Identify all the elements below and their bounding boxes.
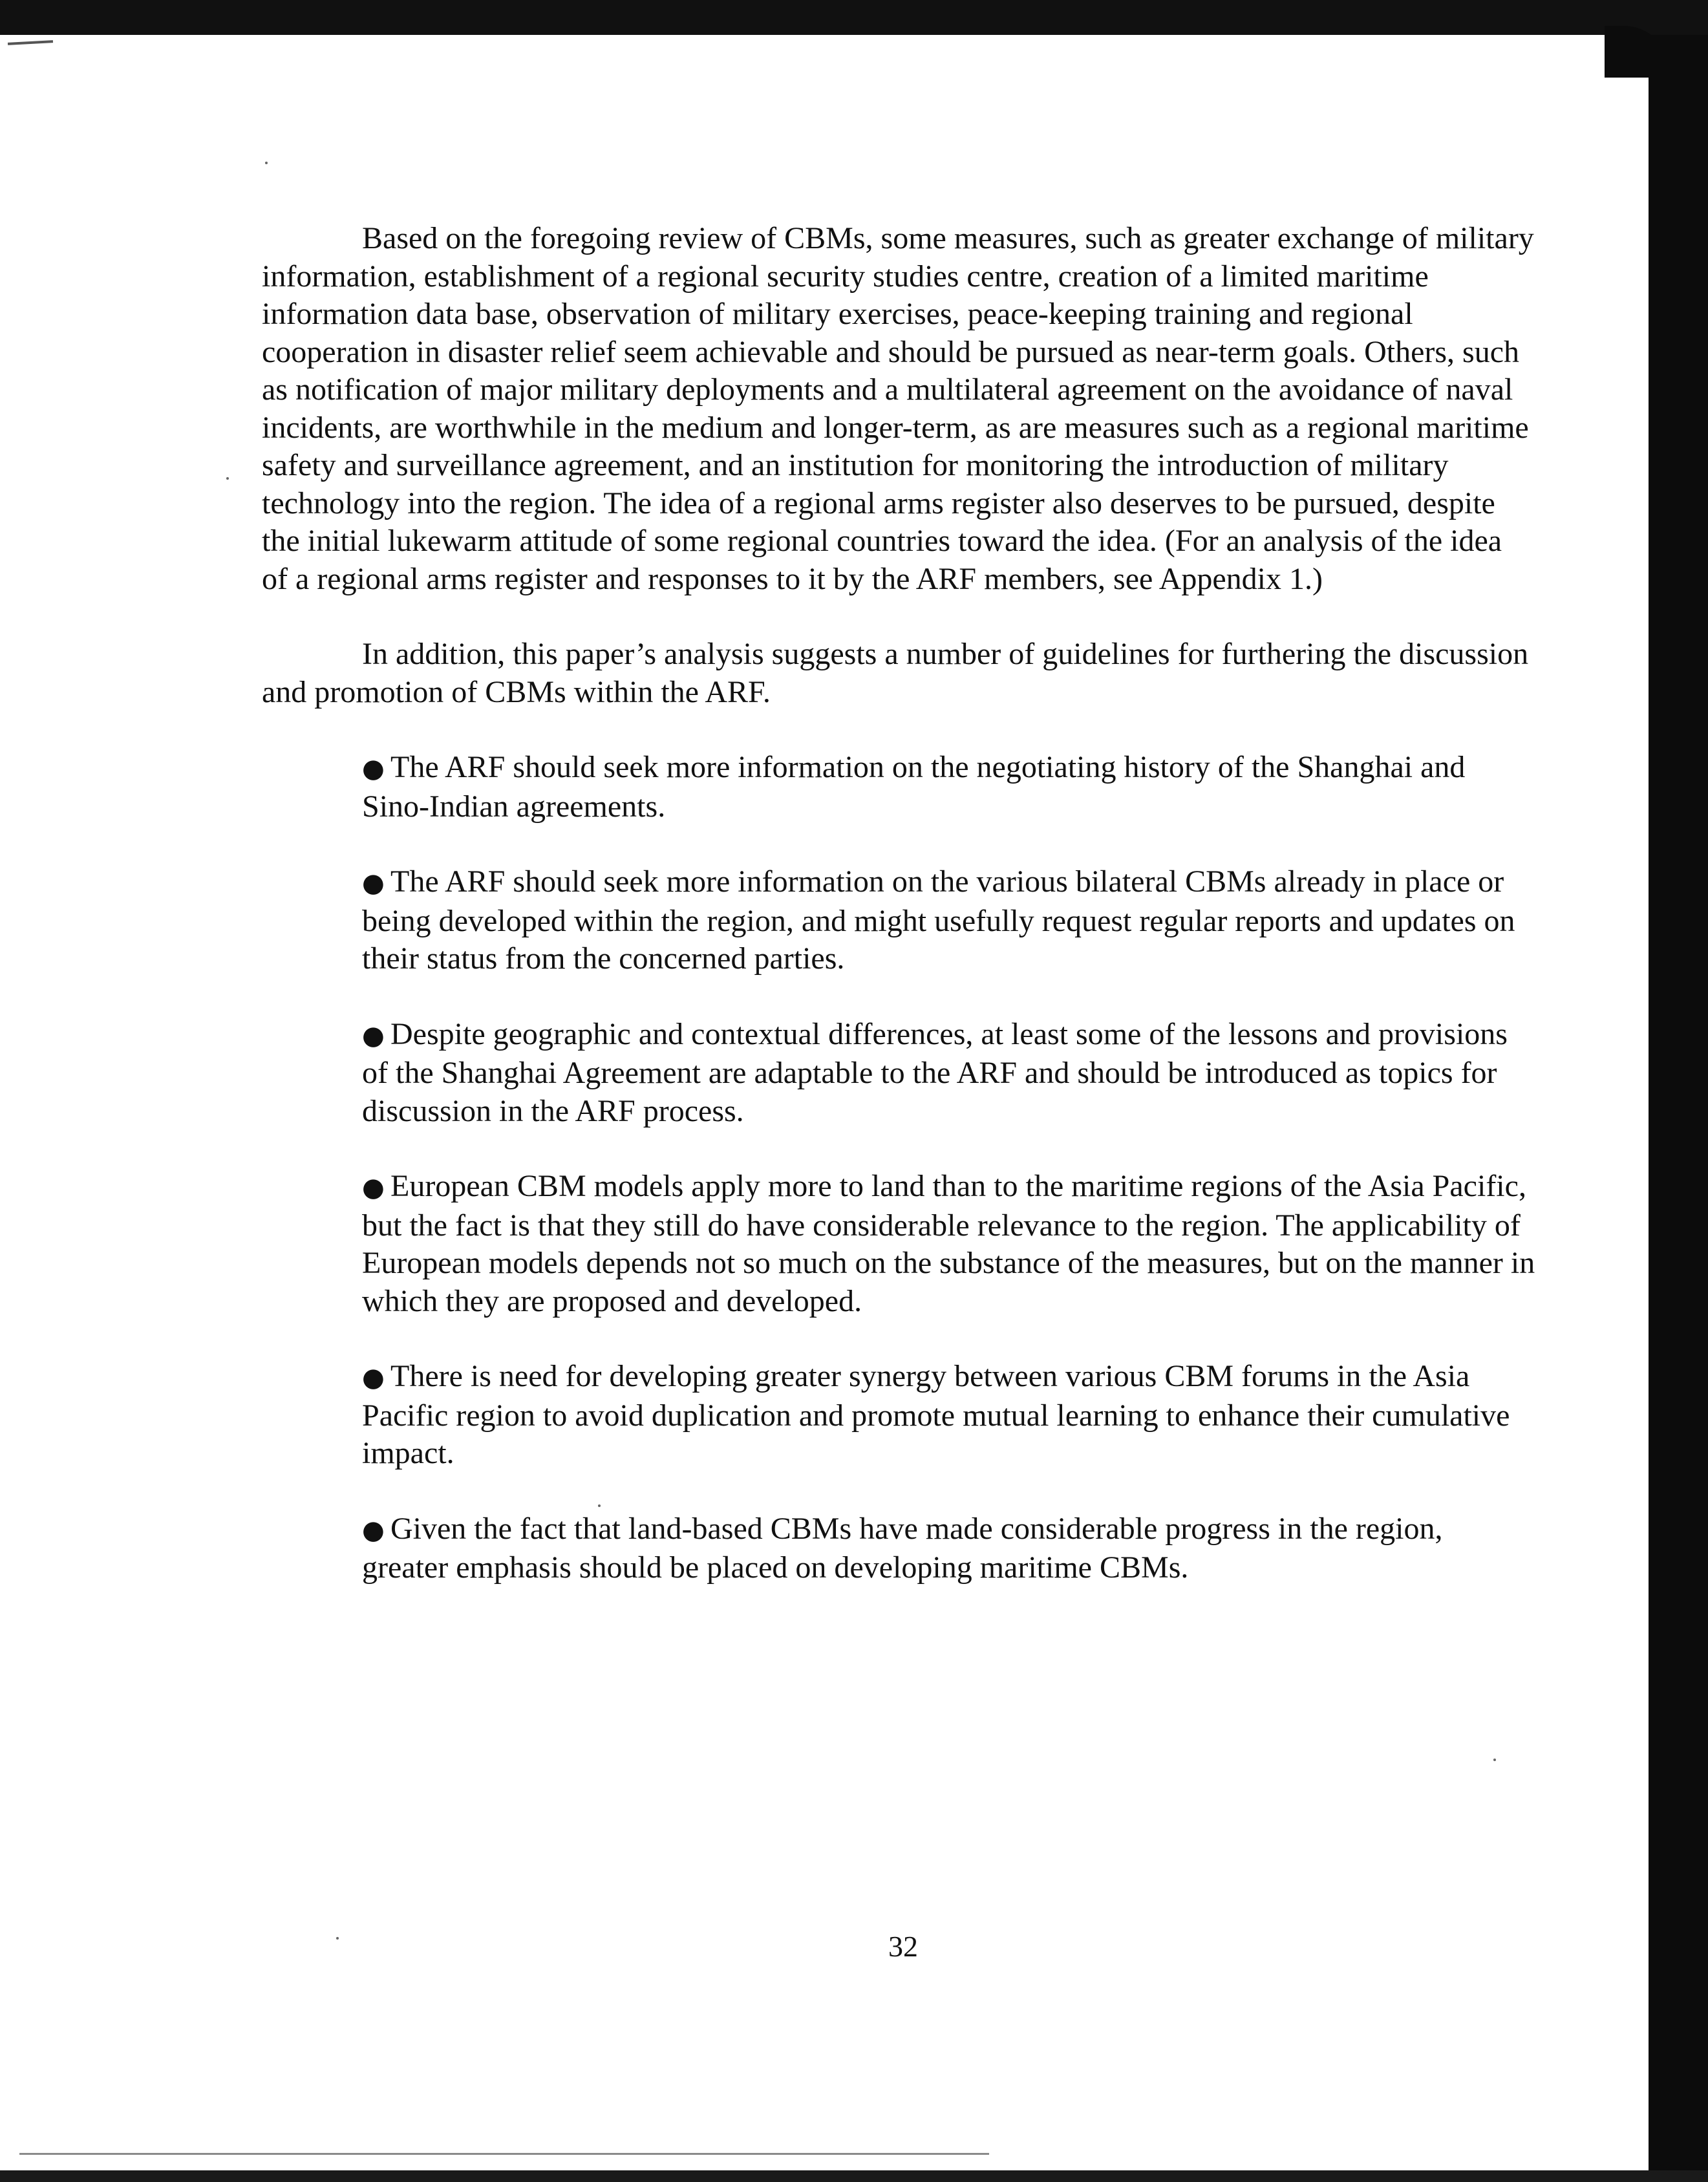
list-item <box>362 1016 1535 1131</box>
list-item-text: The ARF should seek more information on the various bilateral CBMs already in place or being developed within the region, and might usefully request regular reports and updates on their status from the concerned parties. <box>362 864 1515 976</box>
list-item-text: European CBM models apply more to land than to the maritime regions of the Asia Pacific, but the fact is that they still do have considerable relevance to the region. The applicability of European models depends not so much on the substance of the measures, but on the manner in which they are proposed and developed. <box>362 1169 1535 1318</box>
scan-bottom-edge <box>0 2170 1708 2182</box>
page-number: 32 <box>888 1930 918 1963</box>
scan-right-edge <box>1649 35 1708 2182</box>
guidelines-list <box>262 749 1535 1587</box>
document-body <box>262 220 1535 1625</box>
list-item <box>362 1168 1535 1320</box>
body-paragraph: In addition, this paper’s analysis suggests a number of guidelines for furthering the discussion and promotion of CBMs within the ARF. <box>262 637 1529 709</box>
bullet-icon: ● <box>362 754 385 784</box>
list-item <box>362 749 1535 826</box>
scan-top-edge <box>0 0 1708 35</box>
bullet-icon: ● <box>362 1173 385 1203</box>
scan-speck <box>265 162 268 164</box>
list-item <box>362 1510 1535 1587</box>
bullet-icon: ● <box>362 868 385 898</box>
list-item-text: The ARF should seek more information on the negotiating history of the Shanghai and Sino-Indian agreements. <box>362 750 1466 824</box>
list-item-text: Despite geographic and contextual differences, at least some of the lessons and provisions of the Shanghai Agreement are adaptable to the ARF and should be introduced as topics for discussion in the ARF process. <box>362 1016 1508 1128</box>
scan-left-mark <box>8 40 53 45</box>
list-item <box>362 863 1535 978</box>
list-item-text: There is need for developing greater synergy between various CBM forums in the Asia Pacific region to avoid duplication and promote mutual learning to enhance their cumulative impact. <box>362 1359 1510 1470</box>
scan-speck <box>1493 1759 1496 1761</box>
page-number-container <box>0 1929 1708 1963</box>
body-paragraph: Based on the foregoing review of CBMs, some measures, such as greater exchange of military information, establishment of a regional security studies centre, creation of a limited maritime information data base, observation of military exercises, peace-keeping training and regional cooperation in disaster relief seem achievable and should be pursued as near-term goals. Others, such as notification of major military deployments and a multilateral agreement on the avoidance of naval incidents, are worthwhile in the medium and longer-term, as are measures such as a regional maritime safety and surveillance agreement, and an institution for monitoring the introduction of military technology into the region. The idea of a regional arms register also deserves to be pursued, despite the initial lukewarm attitude of some regional countries toward the idea. (For an analysis of the idea of a regional arms register and responses to it by the ARF members, see Appendix 1.) <box>262 221 1534 596</box>
list-item <box>362 1358 1535 1473</box>
bullet-icon: ● <box>362 1515 385 1545</box>
scan-bottom-line <box>19 2153 989 2155</box>
bullet-icon: ● <box>362 1363 385 1393</box>
bullet-icon: ● <box>362 1020 385 1051</box>
list-item-text: Given the fact that land-based CBMs have made considerable progress in the region, greater emphasis should be placed on developing maritime CBMs. <box>362 1511 1443 1585</box>
scan-speck <box>226 477 229 480</box>
